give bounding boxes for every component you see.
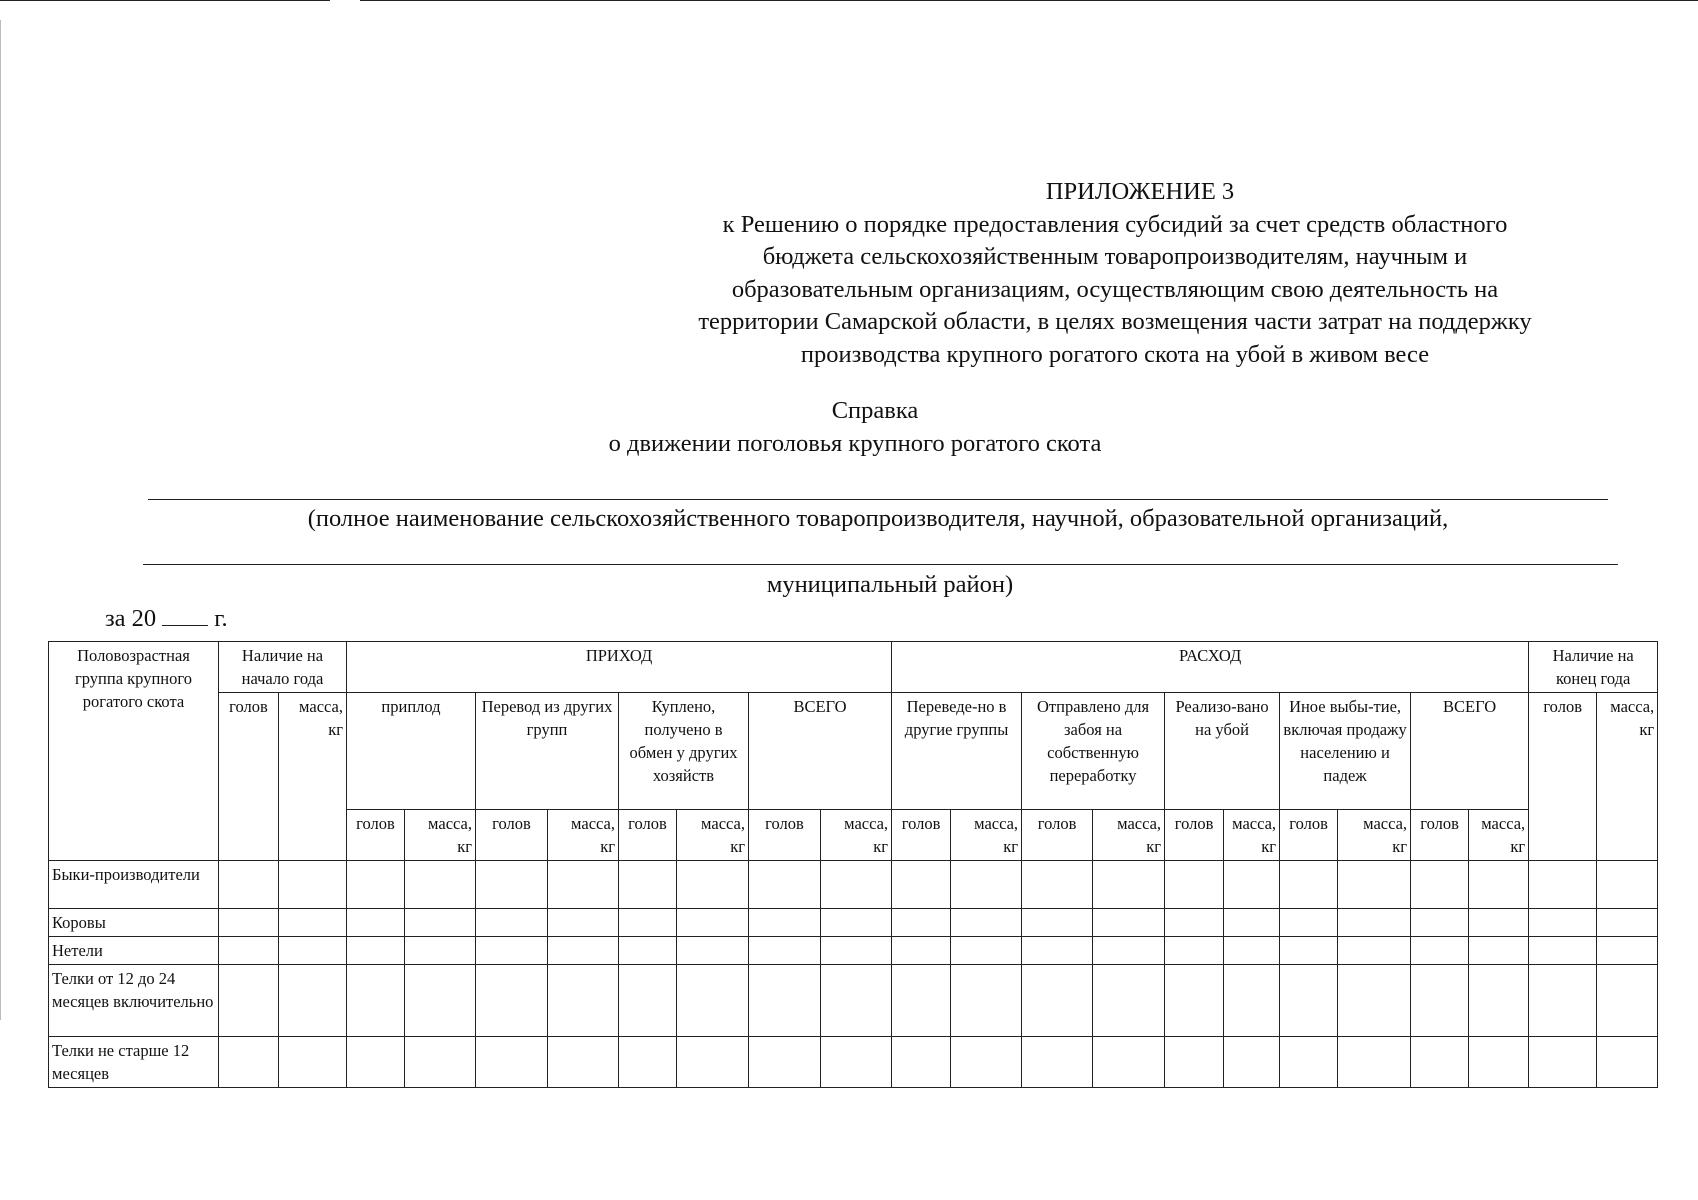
col-mass-header: масса, кг	[1469, 810, 1529, 861]
value-cell[interactable]	[279, 965, 347, 1037]
value-cell[interactable]	[1411, 1037, 1469, 1088]
col-mass-header: масса, кг	[951, 810, 1022, 861]
value-cell[interactable]	[347, 965, 405, 1037]
value-cell[interactable]	[1469, 1037, 1529, 1088]
value-cell[interactable]	[1411, 937, 1469, 965]
period-suffix: г.	[214, 605, 228, 632]
col-heads-header: голов	[892, 810, 951, 861]
value-cell[interactable]	[219, 965, 279, 1037]
value-cell[interactable]	[1224, 937, 1280, 965]
col-mass-header: масса, кг	[1224, 810, 1280, 861]
value-cell[interactable]	[476, 861, 548, 909]
value-cell[interactable]	[476, 965, 548, 1037]
value-cell[interactable]	[892, 909, 951, 937]
expense-header: РАСХОД	[892, 642, 1529, 693]
value-cell[interactable]	[892, 1037, 951, 1088]
table-row	[49, 861, 1658, 909]
row-label: Быки-производители	[49, 861, 219, 909]
col-heads-header: голов	[347, 810, 405, 861]
col-heads-header: голов	[1022, 810, 1093, 861]
value-cell[interactable]	[749, 909, 821, 937]
value-cell[interactable]	[951, 1037, 1022, 1088]
value-cell[interactable]	[405, 965, 476, 1037]
value-cell[interactable]	[279, 909, 347, 937]
appendix-block	[560, 176, 1670, 371]
table-row	[49, 909, 1658, 937]
year-blank	[162, 607, 208, 626]
expense-col-header: ВСЕГО	[1411, 693, 1529, 810]
value-cell[interactable]	[1280, 861, 1338, 909]
fill-in-line	[143, 564, 1618, 565]
value-cell[interactable]	[1469, 861, 1529, 909]
value-cell[interactable]	[1529, 1037, 1597, 1088]
value-cell[interactable]	[1165, 965, 1224, 1037]
value-cell[interactable]	[749, 861, 821, 909]
value-cell[interactable]	[219, 1037, 279, 1088]
value-cell[interactable]	[677, 965, 749, 1037]
value-cell[interactable]	[1280, 1037, 1338, 1088]
row-label: Нетели	[49, 937, 219, 965]
value-cell[interactable]	[1093, 861, 1165, 909]
income-col-header: ВСЕГО	[749, 693, 892, 810]
income-header: ПРИХОД	[347, 642, 892, 693]
value-cell[interactable]	[677, 1037, 749, 1088]
col-heads-header: голов	[219, 693, 279, 861]
value-cell[interactable]	[619, 909, 677, 937]
value-cell[interactable]	[1338, 861, 1411, 909]
expense-col-header: Реализо-вано на убой	[1165, 693, 1280, 810]
value-cell[interactable]	[1093, 965, 1165, 1037]
expense-col-header: Иное выбы-тие, включая продажу населению и падеж	[1280, 693, 1411, 810]
value-cell[interactable]	[476, 1037, 548, 1088]
value-cell[interactable]	[619, 965, 677, 1037]
col-heads-header: голов	[1529, 693, 1597, 861]
value-cell[interactable]	[1597, 965, 1658, 1037]
value-cell[interactable]	[1224, 1037, 1280, 1088]
appendix-line: к Решению о порядке предоставления субсидий за счет средств областного	[722, 210, 1508, 238]
value-cell[interactable]	[279, 861, 347, 909]
col-heads-header: голов	[1411, 810, 1469, 861]
col-mass-header: масса, кг	[821, 810, 892, 861]
col-heads-header: голов	[1165, 810, 1224, 861]
value-cell[interactable]	[1093, 1037, 1165, 1088]
value-cell[interactable]	[749, 937, 821, 965]
col-mass-header: масса, кг	[279, 693, 347, 861]
value-cell[interactable]	[548, 965, 619, 1037]
value-cell[interactable]	[405, 861, 476, 909]
value-cell[interactable]	[548, 1037, 619, 1088]
value-cell[interactable]	[1165, 861, 1224, 909]
value-cell[interactable]	[892, 965, 951, 1037]
col-heads-header: голов	[1280, 810, 1338, 861]
appendix-line: производства крупного рогатого скота на убой в живом весе	[800, 340, 1430, 368]
value-cell[interactable]	[951, 909, 1022, 937]
appendix-line: образовательным организациям, осуществляющим свою деятельность на	[731, 275, 1499, 303]
value-cell[interactable]	[1529, 861, 1597, 909]
value-cell[interactable]	[1022, 1037, 1093, 1088]
value-cell[interactable]	[677, 937, 749, 965]
value-cell[interactable]	[1022, 861, 1093, 909]
fill-in-line	[148, 499, 1608, 500]
period-prefix: за 20	[105, 605, 157, 632]
value-cell[interactable]	[749, 1037, 821, 1088]
value-cell[interactable]	[347, 909, 405, 937]
value-cell[interactable]	[1338, 909, 1411, 937]
value-cell[interactable]	[951, 937, 1022, 965]
row-label: Коровы	[49, 909, 219, 937]
expense-col-header: Отправлено для забоя на собственную переработку	[1022, 693, 1165, 810]
value-cell[interactable]	[1469, 909, 1529, 937]
value-cell[interactable]	[1597, 1037, 1658, 1088]
income-col-header: приплод	[347, 693, 476, 810]
value-cell[interactable]	[1411, 965, 1469, 1037]
value-cell[interactable]	[1093, 937, 1165, 965]
value-cell[interactable]	[749, 965, 821, 1037]
row-label: Телки не старше 12 месяцев	[49, 1037, 219, 1088]
appendix-line: бюджета сельскохозяйственным товаропроизводителям, научным и	[762, 243, 1468, 270]
value-cell[interactable]	[892, 937, 951, 965]
value-cell[interactable]	[821, 861, 892, 909]
value-cell[interactable]	[219, 937, 279, 965]
value-cell[interactable]	[821, 965, 892, 1037]
value-cell[interactable]	[821, 909, 892, 937]
value-cell[interactable]	[1529, 965, 1597, 1037]
col-mass-header: масса, кг	[548, 810, 619, 861]
value-cell[interactable]	[405, 1037, 476, 1088]
value-cell[interactable]	[892, 861, 951, 909]
value-cell[interactable]	[821, 1037, 892, 1088]
value-cell[interactable]	[1529, 909, 1597, 937]
value-cell[interactable]	[347, 861, 405, 909]
appendix-line: территории Самарской области, в целях возмещения части затрат на поддержку	[698, 308, 1532, 335]
value-cell[interactable]	[1280, 909, 1338, 937]
value-cell[interactable]	[1093, 909, 1165, 937]
value-cell[interactable]	[677, 909, 749, 937]
table-row	[49, 937, 1658, 965]
caption-district: муниципальный район)	[766, 571, 1014, 598]
value-cell[interactable]	[219, 909, 279, 937]
value-cell[interactable]	[619, 1037, 677, 1088]
value-cell[interactable]	[1280, 937, 1338, 965]
value-cell[interactable]	[1338, 965, 1411, 1037]
value-cell[interactable]	[1411, 909, 1469, 937]
report-period	[105, 604, 228, 634]
value-cell[interactable]	[1597, 861, 1658, 909]
value-cell[interactable]	[1022, 937, 1093, 965]
scan-edge-line	[360, 0, 1698, 1]
value-cell[interactable]	[347, 1037, 405, 1088]
scan-edge-line	[0, 0, 330, 1]
start-of-year-header: Наличие на начало года	[219, 642, 347, 693]
value-cell[interactable]	[1224, 965, 1280, 1037]
value-cell[interactable]	[1469, 937, 1529, 965]
value-cell[interactable]	[1224, 909, 1280, 937]
value-cell[interactable]	[619, 861, 677, 909]
value-cell[interactable]	[476, 937, 548, 965]
value-cell[interactable]	[951, 965, 1022, 1037]
value-cell[interactable]	[1280, 965, 1338, 1037]
value-cell[interactable]	[821, 937, 892, 965]
row-label: Телки от 12 до 24 месяцев включительно	[49, 965, 219, 1037]
livestock-movement-table	[48, 641, 1658, 1088]
income-col-header: Куплено, получено в обмен у других хозяйств	[619, 693, 749, 810]
value-cell[interactable]	[548, 861, 619, 909]
col-mass-header: масса, кг	[677, 810, 749, 861]
value-cell[interactable]	[677, 861, 749, 909]
col-heads-header: голов	[476, 810, 548, 861]
expense-col-header: Переведе-но в другие группы	[892, 693, 1022, 810]
heading-subtitle: о движении поголовья крупного рогатого скота	[608, 430, 1102, 457]
value-cell[interactable]	[405, 937, 476, 965]
col-mass-header: масса, кг	[1597, 693, 1658, 861]
col-mass-header: масса, кг	[1338, 810, 1411, 861]
value-cell[interactable]	[279, 1037, 347, 1088]
value-cell[interactable]	[347, 937, 405, 965]
value-cell[interactable]	[548, 909, 619, 937]
table-row	[49, 965, 1658, 1037]
group-header: Половозрастная группа крупного рогатого скота	[49, 642, 219, 861]
scan-left-edge	[0, 20, 1, 1020]
value-cell[interactable]	[1338, 1037, 1411, 1088]
value-cell[interactable]	[548, 937, 619, 965]
value-cell[interactable]	[1338, 937, 1411, 965]
end-of-year-header: Наличие на конец года	[1529, 642, 1658, 693]
appendix-title: ПРИЛОЖЕНИЕ 3	[1045, 178, 1235, 205]
value-cell[interactable]	[1165, 1037, 1224, 1088]
value-cell[interactable]	[619, 937, 677, 965]
value-cell[interactable]	[1165, 909, 1224, 937]
col-heads-header: голов	[619, 810, 677, 861]
income-col-header: Перевод из других групп	[476, 693, 619, 810]
heading-title: Справка	[831, 397, 919, 424]
value-cell[interactable]	[279, 937, 347, 965]
value-cell[interactable]	[1224, 861, 1280, 909]
value-cell[interactable]	[1469, 965, 1529, 1037]
value-cell[interactable]	[476, 909, 548, 937]
value-cell[interactable]	[1411, 861, 1469, 909]
value-cell[interactable]	[951, 861, 1022, 909]
value-cell[interactable]	[1529, 937, 1597, 965]
value-cell[interactable]	[1022, 909, 1093, 937]
col-heads-header: голов	[749, 810, 821, 861]
caption-org-name: (полное наименование сельскохозяйственного товаропроизводителя, научной, образовательной организаций,	[307, 505, 1449, 532]
value-cell[interactable]	[1022, 965, 1093, 1037]
value-cell[interactable]	[219, 861, 279, 909]
value-cell[interactable]	[1165, 937, 1224, 965]
table-row	[49, 1037, 1658, 1088]
document-heading	[520, 394, 1190, 460]
value-cell[interactable]	[405, 909, 476, 937]
value-cell[interactable]	[1597, 937, 1658, 965]
col-mass-header: масса, кг	[1093, 810, 1165, 861]
col-mass-header: масса, кг	[405, 810, 476, 861]
value-cell[interactable]	[1597, 909, 1658, 937]
